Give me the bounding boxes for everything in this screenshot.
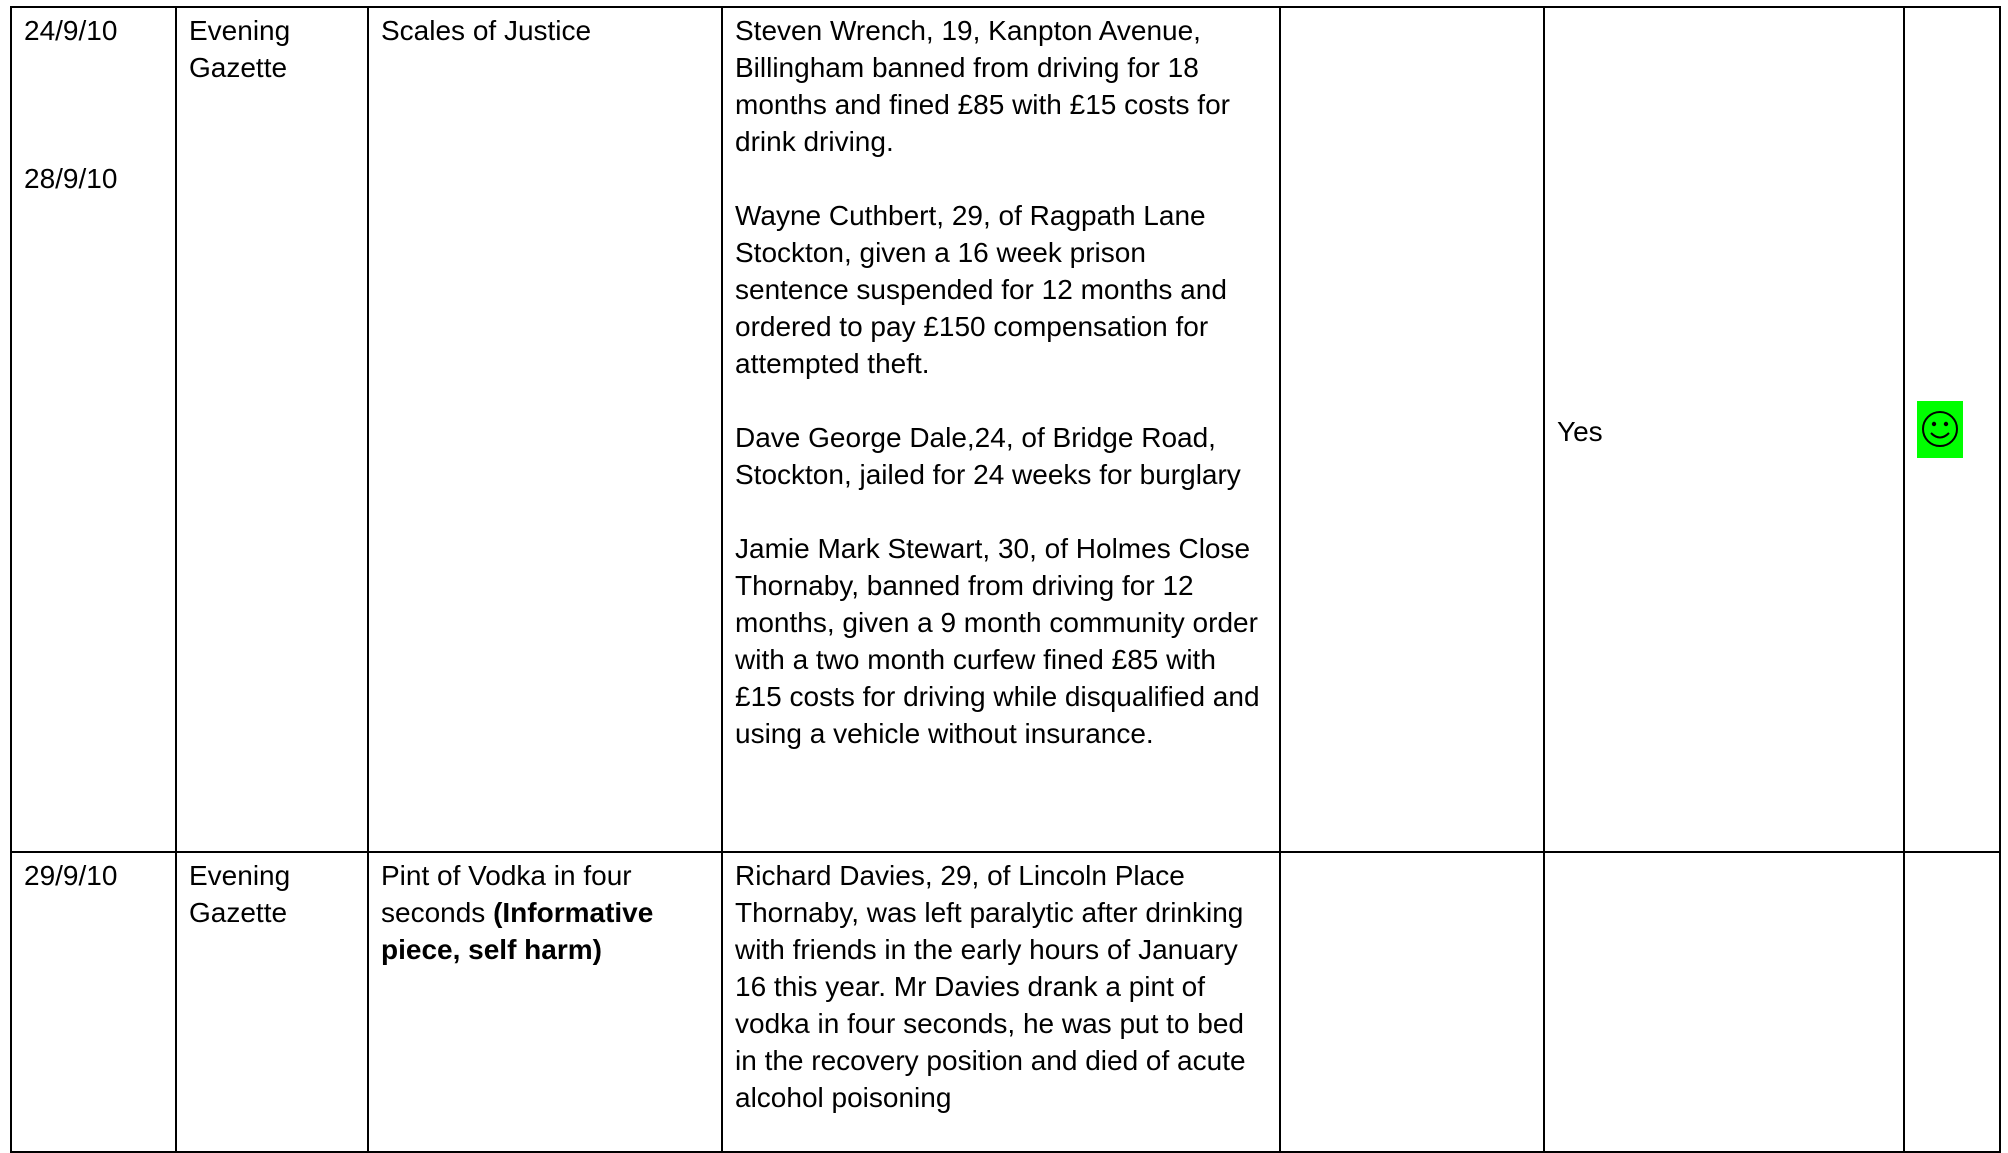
entry-date: 24/9/10 (24, 15, 118, 46)
empty-cell (1544, 852, 1904, 1152)
entry-date: 29/9/10 (24, 860, 118, 891)
publication-name: Evening Gazette (189, 15, 291, 83)
headline-text: Pint of Vodka in four seconds (381, 860, 632, 928)
table-row (11, 7, 2000, 852)
case-entry: Wayne Cuthbert, 29, of Ragpath Lane Stockton, given a 16 week prison sentence suspended for 12 months and ordered to pay £150 compensation for attempted theft. (735, 200, 1227, 379)
rating-cell (1904, 7, 2000, 852)
details-cell (722, 852, 1280, 1152)
smiley-face-icon (1917, 401, 1963, 458)
empty-cell (1280, 852, 1544, 1152)
case-entry: Jamie Mark Stewart, 30, of Holmes Close Thornaby, banned from driving for 12 months, given a 9 month community order with a two month curfew fined £85 with £15 costs for driving while disqualified and using a vehicle without insurance. (735, 533, 1260, 749)
publication-cell (176, 852, 368, 1152)
publication-cell (176, 7, 368, 852)
entry-date: 28/9/10 (24, 163, 118, 194)
press-log-table (10, 6, 2001, 1153)
headline-text: Scales of Justice (381, 15, 592, 46)
answer-text: Yes (1557, 416, 1603, 447)
publication-name: Evening Gazette (189, 860, 291, 928)
case-entry: Steven Wrench, 19, Kanpton Avenue, Billingham banned from driving for 18 months and fined £85 with £15 costs for drink driving. (735, 15, 1230, 157)
answer-cell (1544, 7, 1904, 852)
case-entry: Richard Davies, 29, of Lincoln Place Thornaby, was left paralytic after drinking with friends in the early hours of January 16 this year. Mr Davies drank a pint of vodka in four seconds, he was put to bed in the recovery position and died of acute alcohol poisoning (735, 860, 1246, 1113)
empty-cell (1904, 852, 2000, 1152)
date-cell (11, 7, 176, 852)
headline-note: (Informative piece, self harm) (381, 897, 654, 965)
details-cell (722, 7, 1280, 852)
table-row (11, 852, 2000, 1152)
date-cell (11, 852, 176, 1152)
empty-cell (1280, 7, 1544, 852)
headline-cell (368, 7, 722, 852)
case-entry: Dave George Dale,24, of Bridge Road, Stockton, jailed for 24 weeks for burglary (735, 422, 1241, 490)
headline-cell (368, 852, 722, 1152)
